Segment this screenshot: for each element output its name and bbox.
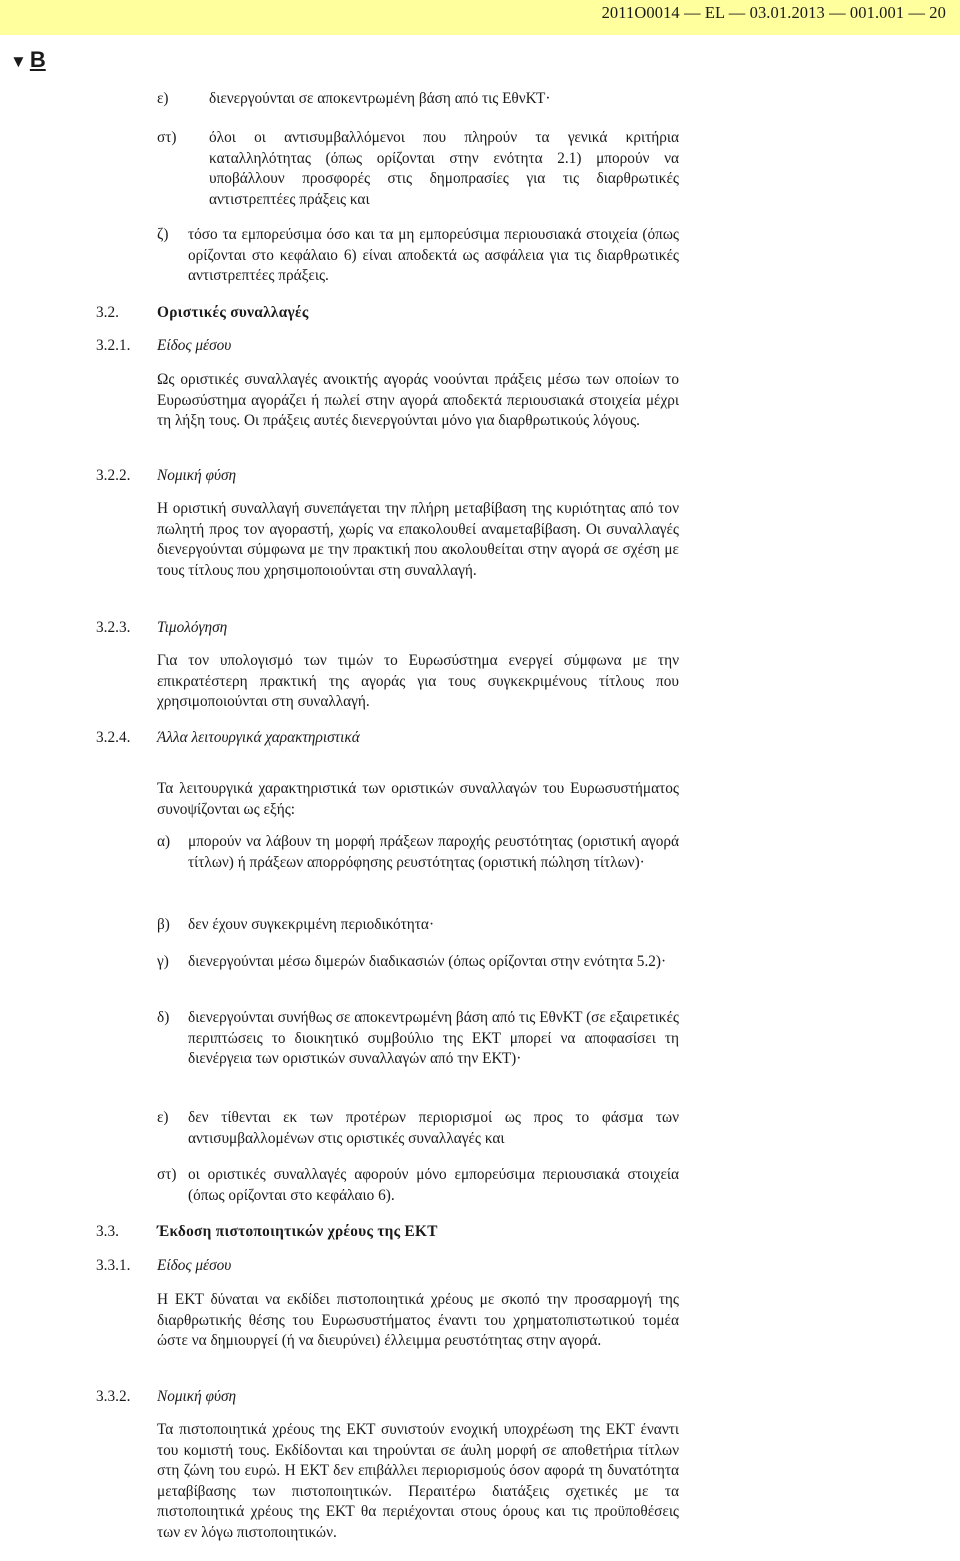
list-text: τόσο τα εμπορεύσιμα όσο και τα μη εμπορεύσιμα περιουσιακά στοιχεία (όπως ορίζονται στο κεφάλαιο 6) είναι αποδεκτά ως ασφάλεια για τις διαρθρωτικές αντιστρεπτέες πράξεις. <box>188 226 679 284</box>
list-text: δεν τίθενται εκ των προτέρων περιορισμοί ως προς το φάσμα των αντισυμβαλλομένων στις οριστικές συναλλαγές και <box>188 1109 679 1147</box>
list-text: διενεργούνται σε αποκεντρωμένη βάση από τις ΕθνΚΤ· <box>209 90 551 107</box>
list-mark: ε) <box>157 90 169 107</box>
amendment-label[interactable]: B <box>29 47 46 72</box>
section-title: Νομική φύση <box>157 1388 237 1405</box>
section-title: Έκδοση πιστοποιητικών χρέους της ΕΚΤ <box>157 1223 438 1240</box>
section-number: 3.2.2. <box>96 467 131 484</box>
section-title: Είδος μέσου <box>157 337 232 354</box>
paragraph: Για τον υπολογισμό των τιμών το Ευρωσύστημα ενεργεί σύμφωνα με την επικρατέστερη πρακτική της αγοράς για τους συγκεκριμένους τίτλους που χρησιμοποιούνται στη συναλλαγή. <box>157 652 679 710</box>
section-title: Είδος μέσου <box>157 1257 232 1274</box>
paragraph: Η οριστική συναλλαγή συνεπάγεται την πλήρη μεταβίβαση της κυριότητας από τον πωλητή προς τον αγοραστή, χωρίς να επακολουθεί αναμεταβίβαση. Οι συναλλαγές διενεργούνται σύμφωνα με την πρακτική που ακολουθείται στην αγορά σε σχέση με τους τίτλους που χρησιμοποιούνται στη συναλλαγή. <box>157 500 679 579</box>
list-mark: ε) <box>157 1109 169 1126</box>
list-mark: στ) <box>157 129 177 146</box>
paragraph: Τα πιστοποιητικά χρέους της ΕΚΤ συνιστούν ενοχική υποχρέωση της ΕΚΤ έναντι του κομιστή τους. Εκδίδονται και τηρούνται σε άυλη μορφή σε αποθετήρια τίτλων στη ζώνη του ευρώ. Η ΕΚΤ δεν επιβάλλει περιορισμούς όσον αφορά τη δυνατότητα μεταβίβασης των πιστοποιητικών. Περαιτέρω διατάξεις σχετικές με τα πιστοποιητικά χρέους της ΕΚΤ θα περιέχονται στους όρους και τις προϋποθέσεις των εν λόγω πιστοποιητικών. <box>157 1421 679 1541</box>
paragraph: Τα λειτουργικά χαρακτηριστικά των οριστικών συναλλαγών του Ευρωσυστήματος συνοψίζονται ως εξής: <box>157 780 679 818</box>
list-text: διενεργούνται συνήθως σε αποκεντρωμένη βάση από τις ΕθνΚΤ (σε εξαιρετικές περιπτώσεις το διοικητικό συμβούλιο της ΕΚΤ μπορεί να αποφασίσει τη διενέργεια των οριστικών συναλλαγών από την ΕΚΤ)· <box>188 1009 679 1067</box>
section-title: Οριστικές συναλλαγές <box>157 304 309 321</box>
list-text: διενεργούνται μέσω διμερών διαδικασιών (όπως ορίζονται στην ενότητα 5.2)· <box>188 953 667 970</box>
section-number: 3.3.2. <box>96 1388 131 1405</box>
running-header <box>0 0 960 35</box>
paragraph: Ως οριστικές συναλλαγές ανοικτής αγοράς νοούνται πράξεις μέσω των οποίων το Ευρωσύστημα αγοράζει ή πωλεί στην αγορά αποδεκτά περιουσιακά στοιχεία μέχρι τη λήξη τους. Οι πράξεις αυτές διενεργούνται μόνο για διαρθρωτικούς λόγους. <box>157 371 679 429</box>
list-mark: γ) <box>157 953 169 970</box>
list-text: όλοι οι αντισυμβαλλόμενοι που πληρούν τα γενικά κριτήρια καταλληλότητας (όπως ορίζονται στην ενότητα 2.1) μπορούν να υποβάλλουν προσφορές στις δημοπρασίες για τις διαρθρωτικές αντιστρεπτέες πράξεις και <box>209 129 679 208</box>
section-number: 3.3. <box>96 1223 119 1240</box>
list-text: μπορούν να λάβουν τη μορφή πράξεων παροχής ρευστότητας (οριστική αγορά τίτλων) ή πράξεων απορρόφησης ρευστότητας (οριστική πώληση τίτλων)· <box>188 833 679 871</box>
section-number: 3.2.4. <box>96 729 131 746</box>
list-mark: β) <box>157 916 170 933</box>
section-title: Άλλα λειτουργικά χαρακτηριστικά <box>157 729 360 746</box>
triangle-down-icon: ▼ <box>10 52 27 71</box>
section-number: 3.2.1. <box>96 337 131 354</box>
amendment-marker <box>10 47 46 73</box>
list-mark: α) <box>157 833 171 850</box>
section-number: 3.3.1. <box>96 1257 131 1274</box>
section-title: Νομική φύση <box>157 467 237 484</box>
list-mark: στ) <box>157 1166 177 1183</box>
list-mark: δ) <box>157 1009 170 1026</box>
list-text: οι οριστικές συναλλαγές αφορούν μόνο εμπορεύσιμα περιουσιακά στοιχεία (όπως ορίζονται στο κεφάλαιο 6). <box>188 1166 679 1204</box>
list-text: δεν έχουν συγκεκριμένη περιοδικότητα· <box>188 916 435 933</box>
paragraph: Η ΕΚΤ δύναται να εκδίδει πιστοποιητικά χρέους με σκοπό την προσαρμογή της διαρθρωτικής θέσης του Ευρωσυστήματος έναντι του χρηματοπιστωτικού τομέα ώστε να δημιουργεί (ή να διευρύνει) έλλειμμα ρευστότητας στην αγορά. <box>157 1291 679 1349</box>
section-number: 3.2. <box>96 304 119 321</box>
section-number: 3.2.3. <box>96 619 131 636</box>
list-mark: ζ) <box>157 226 169 243</box>
running-head-text: 2011O0014 — EL — 03.01.2013 — 001.001 — 20 <box>601 3 946 22</box>
section-title: Τιμολόγηση <box>157 619 228 636</box>
